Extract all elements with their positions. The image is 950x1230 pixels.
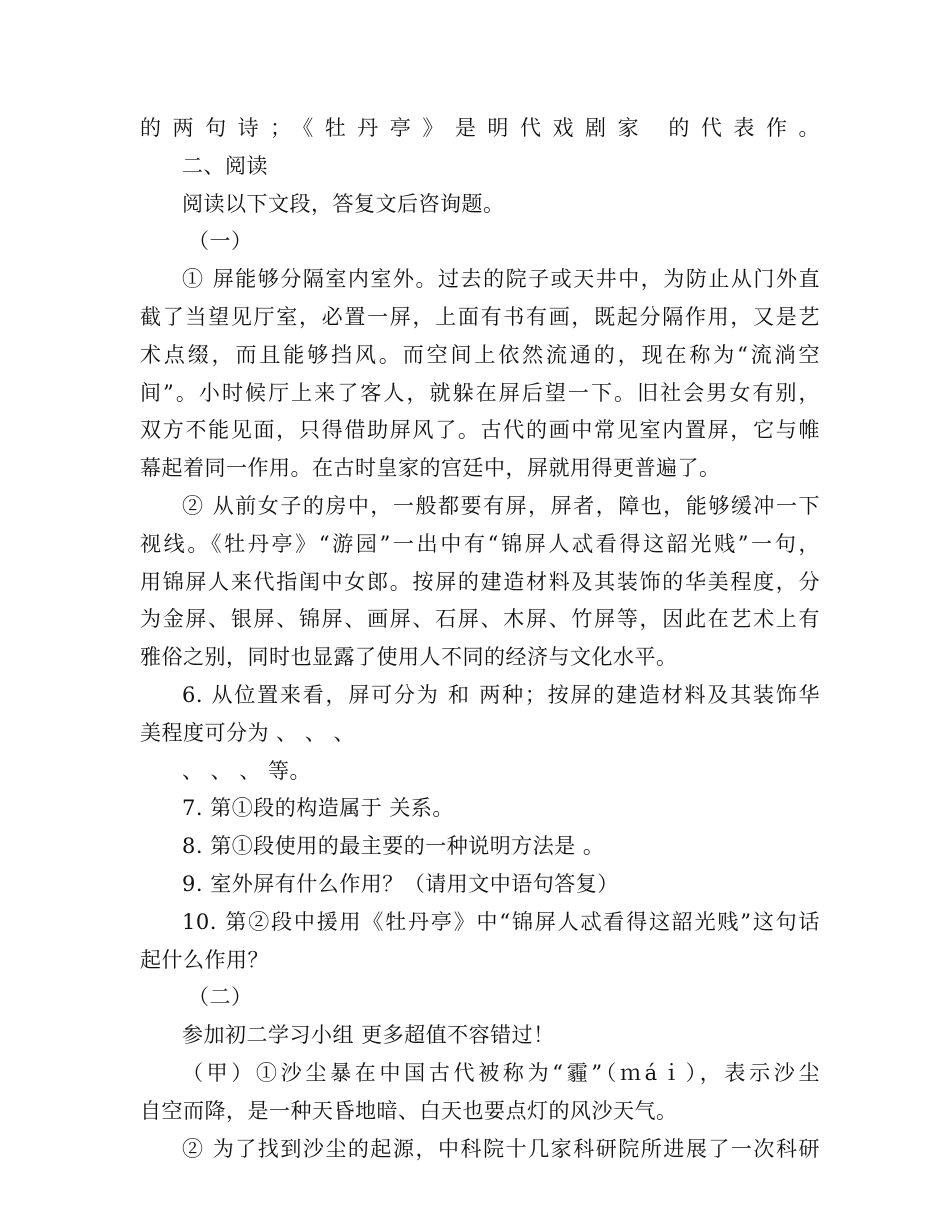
question-9: 9. 室外屏有什么作用？（请用文中语句答复） bbox=[182, 871, 619, 896]
paragraph-line: 自空而降，是一种天昏地暗、白天也要点灯的风沙天气。 bbox=[140, 1098, 678, 1123]
subsection-heading: （一） bbox=[188, 229, 253, 254]
paragraph-line: 视线。《牡丹亭》“游园”一出中有“锦屏人忒看得这韶光贱”一句， bbox=[140, 531, 820, 556]
paragraph-line: ② 为了找到沙尘的起源，中科院十几家科研院所进展了一次科研 bbox=[182, 1136, 820, 1161]
instruction-text: 阅读以下文段，答复文后咨询题。 bbox=[182, 191, 505, 216]
section-heading: 二、阅读 bbox=[182, 153, 268, 178]
question-6: 6. 从位置来看，屏可分为 和 两种；按屏的建造材料及其装饰华 bbox=[182, 682, 820, 707]
question-10: 10. 第②段中援用《牡丹亭》中“锦屏人忒看得这韶光贱”这句话 bbox=[182, 909, 820, 934]
paragraph-line: 间”。小时候厅上来了客人，就躲在屏后望一下。旧社会男女有别， bbox=[140, 380, 820, 405]
paragraph-line: （甲）①沙尘暴在中国古代被称为“霾”（ｍáｉ），表示沙尘 bbox=[182, 1060, 820, 1085]
question-8: 8. 第①段使用的最主要的一种说明方法是 。 bbox=[182, 834, 605, 859]
question-6-continued: 、 、 、 等。 bbox=[182, 758, 312, 783]
paragraph-line: 用锦屏人来代指闺中女郎。按屏的建造材料及其装饰的华美程度，分 bbox=[140, 569, 820, 594]
document-page bbox=[140, 110, 820, 1168]
text-line: 的两句诗；《牡丹亭》是明代戏剧家 的代表作。 bbox=[140, 116, 820, 140]
promo-text: 参加初二学习小组 更多超值不容错过！ bbox=[182, 1023, 555, 1048]
paragraph-line: 幕起着同一作用。在古时皇家的宫廷中，屏就用得更普遍了。 bbox=[140, 456, 721, 481]
question-6-continued: 美程度可分为 、 、 、 bbox=[140, 720, 356, 745]
paragraph-line: ① 屏能够分隔室内室外。过去的院子或天井中，为防止从门外直 bbox=[182, 267, 820, 292]
paragraph-line: 术点缀，而且能够挡风。而空间上依然流通的，现在称为“流淌空 bbox=[140, 342, 820, 367]
paragraph-line: 雅俗之别，同时也显露了使用人不同的经济与文化水平。 bbox=[140, 645, 678, 670]
question-10-continued: 起什么作用？ bbox=[140, 947, 269, 972]
question-7: 7. 第①段的构造属于 关系。 bbox=[182, 796, 454, 821]
paragraph-line: 为金屏、银屏、锦屏、画屏、石屏、木屏、竹屏等，因此在艺术上有 bbox=[140, 607, 820, 632]
paragraph-line: 双方不能见面，只得借助屏风了。古代的画中常见室内置屏，它与帷 bbox=[140, 418, 820, 443]
paragraph-line: ② 从前女子的房中，一般都要有屏，屏者，障也，能够缓冲一下 bbox=[182, 493, 820, 518]
subsection-heading: （二） bbox=[188, 985, 253, 1010]
paragraph-line: 截了当望见厅室，必置一屏，上面有书有画，既起分隔作用，又是艺 bbox=[140, 304, 820, 329]
